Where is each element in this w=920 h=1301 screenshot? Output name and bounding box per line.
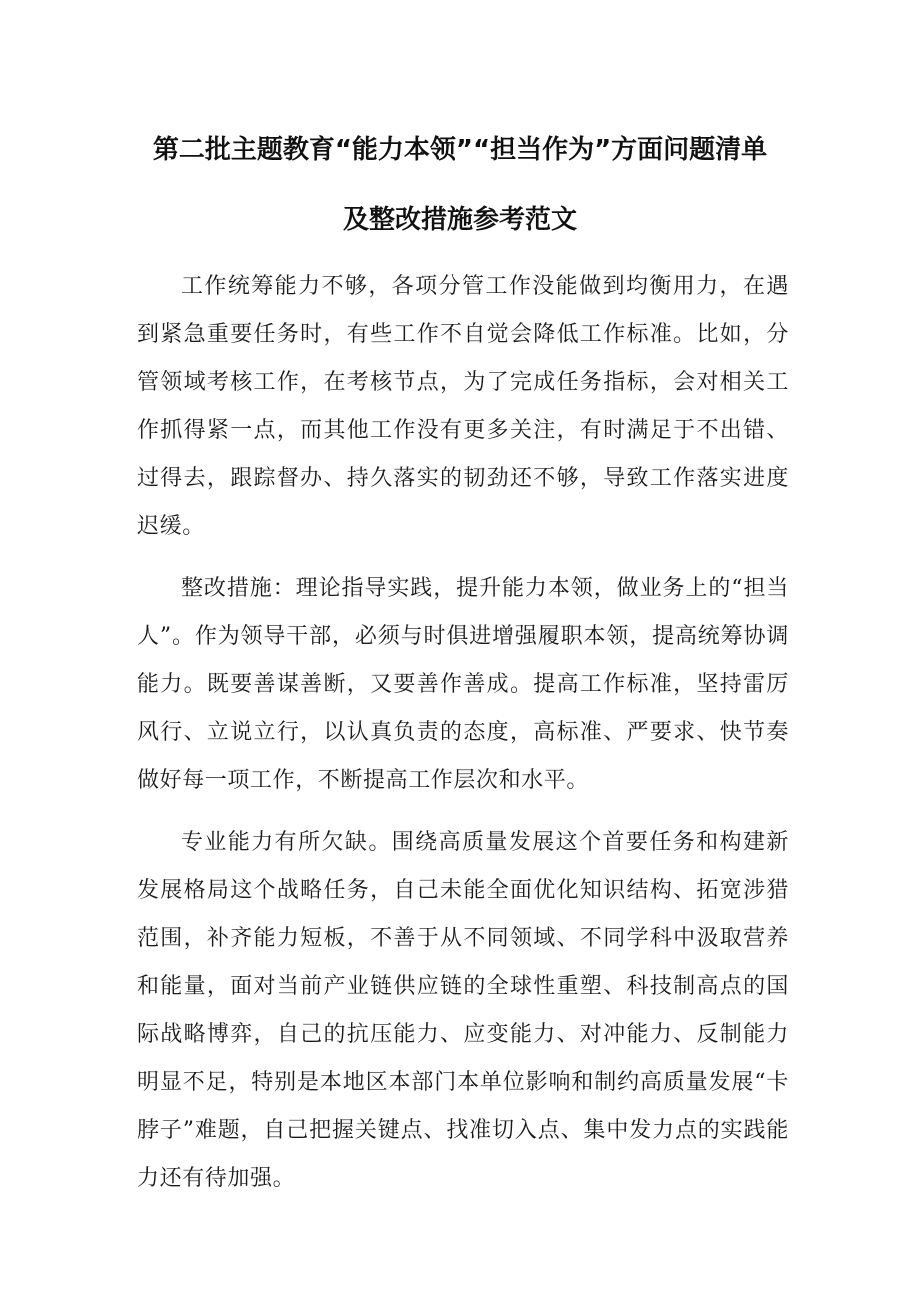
paragraph-problem-coordination: 工作统筹能力不够，各项分管工作没能做到均衡用力，在遇到紧急重要任务时，有些工作不自觉会降低工作标准。比如，分管领域考核工作，在考核节点，为了完成任务指标，会对相关工作抓得紧一点，而其他工作没有更多关注，有时满足于不出错、过得去，跟踪督办、持久落实的韧劲还不够，导致工作落实进度迟缓。 — [137, 274, 789, 539]
paragraph-rectification-measures: 整改措施：理论指导实践，提升能力本领，做业务上的“担当人”。作为领导干部，必须与时俱进增强履职本领，提高统筹协调能力。既要善谋善断，又要善作善成。提高工作标准，坚持雷厉风行、立说立行，以认真负责的态度，高标准、严要求、快节奏做好每一项工作，不断提高工作层次和水平。 — [137, 576, 789, 793]
document-title-line-2: 及整改措施参考范文 — [342, 205, 577, 235]
paragraph-problem-professional-ability: 专业能力有所欠缺。围绕高质量发展这个首要任务和构建新发展格局这个战略任务，自己未能全面优化知识结构、拓宽涉猎范围，补齐能力短板，不善于从不同领域、不同学科中汲取营养和能量，面对当前产业链供应链的全球性重塑、科技制高点的国际战略博弈，自己的抗压能力、应变能力、对冲能力、反制能力明显不足，特别是本地区本部门本单位影响和制约高质量发展“卡脖子”难题，自己把握关键点、找准切入点、集中发力点的实践能力还有待加强。 — [137, 830, 789, 1191]
document-title-line-1: 第二批主题教育“能力本领”“担当作为”方面问题清单 — [152, 135, 768, 165]
